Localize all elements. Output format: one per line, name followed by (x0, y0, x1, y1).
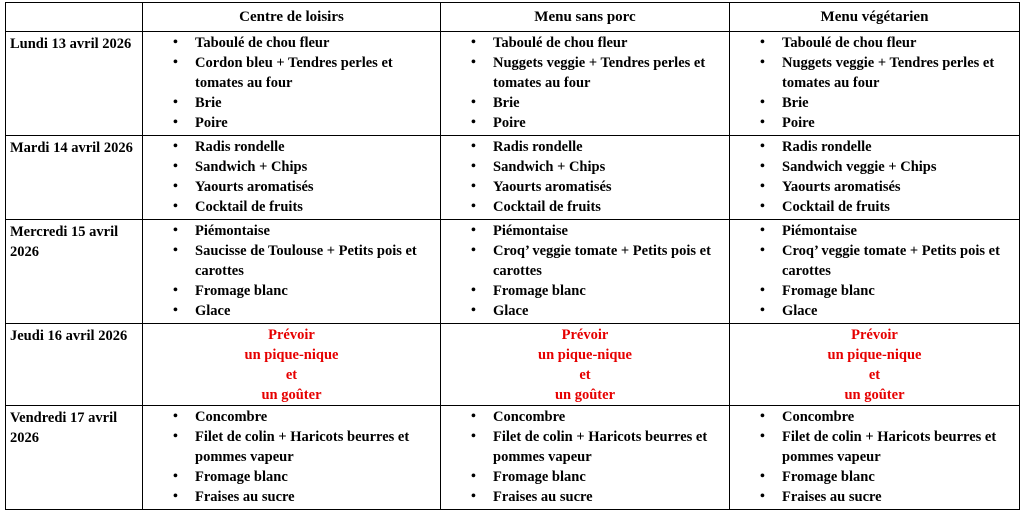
picnic-line: Prévoir (268, 327, 315, 343)
menu-item: • Sandwich + Chips (143, 157, 440, 177)
menu-cell-centre (143, 136, 441, 220)
menu-item: • Piémontaise (143, 221, 440, 241)
day-row-mercredi (6, 220, 1020, 324)
menu-item: • Yaourts aromatisés (730, 177, 1019, 197)
menu-item: • Fromage blanc (441, 281, 729, 301)
header-menu-vegetarien: Menu végétarien (730, 3, 1020, 32)
day-row-mardi (6, 136, 1020, 220)
menu-item: • Glace (143, 301, 440, 321)
menu-item: • Brie (730, 93, 1019, 113)
menu-item: • Glace (441, 301, 729, 321)
menu-item: • Fromage blanc (441, 467, 729, 487)
day-label: Vendredi 17 avril 2026 (6, 406, 143, 510)
menu-cell-vegetarien (730, 32, 1020, 136)
picnic-cell-vegetarien (730, 324, 1020, 406)
picnic-cell-sans-porc (441, 324, 730, 406)
menu-item: • Nuggets veggie + Tendres perles et tomates au four (441, 53, 729, 93)
menu-item: • Fromage blanc (730, 281, 1019, 301)
menu-cell-sans-porc (441, 406, 730, 510)
header-row (6, 3, 1020, 32)
menu-item: • Poire (143, 113, 440, 133)
picnic-line: Prévoir (851, 327, 898, 343)
menu-item: • Taboulé de chou fleur (441, 33, 729, 53)
menu-item: • Radis rondelle (143, 137, 440, 157)
menu-cell-centre (143, 406, 441, 510)
menu-item: • Poire (730, 113, 1019, 133)
menu-item: • Piémontaise (730, 221, 1019, 241)
menu-item: • Fromage blanc (143, 467, 440, 487)
picnic-cell-centre (143, 324, 441, 406)
menu-cell-vegetarien (730, 220, 1020, 324)
menu-item: • Radis rondelle (730, 137, 1019, 157)
menu-cell-vegetarien (730, 406, 1020, 510)
menu-item: • Brie (441, 93, 729, 113)
menu-item: • Fromage blanc (143, 281, 440, 301)
header-centre-de-loisirs: Centre de loisirs (143, 3, 441, 32)
menu-item: • Taboulé de chou fleur (143, 33, 440, 53)
day-label: Jeudi 16 avril 2026 (6, 324, 143, 406)
menu-item: • Croq’ veggie tomate + Petits pois et carottes (441, 241, 729, 281)
menu-item: • Yaourts aromatisés (441, 177, 729, 197)
menu-item: • Saucisse de Toulouse + Petits pois et carottes (143, 241, 440, 281)
menu-item: • Sandwich + Chips (441, 157, 729, 177)
menu-item: • Filet de colin + Haricots beurres et pommes vapeur (143, 427, 440, 467)
day-label: Mercredi 15 avril 2026 (6, 220, 143, 324)
menu-item: • Concombre (730, 407, 1019, 427)
menu-cell-sans-porc (441, 136, 730, 220)
menu-cell-sans-porc (441, 32, 730, 136)
menu-item: • Fraises au sucre (730, 487, 1019, 507)
picnic-line: un goûter (844, 387, 905, 403)
picnic-line: un goûter (261, 387, 322, 403)
menu-item: • Cocktail de fruits (441, 197, 729, 217)
menu-item: • Concombre (441, 407, 729, 427)
menu-item: • Yaourts aromatisés (143, 177, 440, 197)
menu-item: • Cocktail de fruits (143, 197, 440, 217)
menu-item: • Fraises au sucre (441, 487, 729, 507)
menu-cell-centre (143, 220, 441, 324)
menu-item: • Fromage blanc (730, 467, 1019, 487)
menu-item: • Fraises au sucre (143, 487, 440, 507)
picnic-line: un pique-nique (244, 347, 339, 363)
menu-cell-centre (143, 32, 441, 136)
menu-item: • Poire (441, 113, 729, 133)
menu-item: • Taboulé de chou fleur (730, 33, 1019, 53)
menu-item: • Nuggets veggie + Tendres perles et tomates au four (730, 53, 1019, 93)
menu-item: • Filet de colin + Haricots beurres et pommes vapeur (441, 427, 729, 467)
picnic-line: un goûter (554, 387, 616, 403)
menu-item: • Filet de colin + Haricots beurres et pommes vapeur (730, 427, 1019, 467)
header-menu-sans-porc: Menu sans porc (441, 3, 730, 32)
menu-item: • Brie (143, 93, 440, 113)
menu-item: • Radis rondelle (441, 137, 729, 157)
menu-item: • Sandwich veggie + Chips (730, 157, 1019, 177)
picnic-line: et (868, 367, 881, 383)
corner-cell (6, 3, 143, 32)
picnic-line: un pique-nique (538, 347, 632, 363)
menu-item: • Cocktail de fruits (730, 197, 1019, 217)
menu-item: • Cordon bleu + Tendres perles et tomates au four (143, 53, 440, 93)
day-label: Mardi 14 avril 2026 (6, 136, 143, 220)
menu-item: • Croq’ veggie tomate + Petits pois et carottes (730, 241, 1019, 281)
day-row-vendredi (6, 406, 1020, 510)
menu-item: • Glace (730, 301, 1019, 321)
picnic-line: un pique-nique (827, 347, 922, 363)
picnic-line: et (579, 367, 591, 383)
menu-item: • Concombre (143, 407, 440, 427)
day-row-lundi (6, 32, 1020, 136)
menu-table (5, 2, 1020, 510)
picnic-line: et (285, 367, 298, 383)
menu-cell-sans-porc (441, 220, 730, 324)
menu-item: • Piémontaise (441, 221, 729, 241)
day-label: Lundi 13 avril 2026 (6, 32, 143, 136)
picnic-line: Prévoir (561, 327, 609, 343)
menu-cell-vegetarien (730, 136, 1020, 220)
day-row-jeudi (6, 324, 1020, 406)
